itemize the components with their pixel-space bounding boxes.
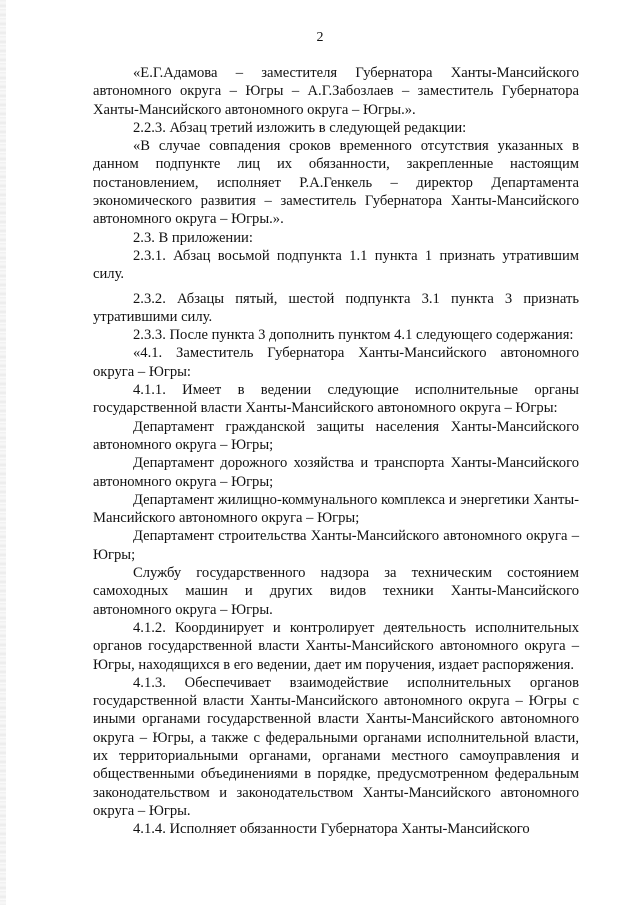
paragraph-2-3-2: 2.3.2. Абзацы пятый, шестой подпункта 3.1 пункта 3 признать утратившими силу. [93,290,579,325]
list-item-civil-defense: Департамент гражданской защиты населения Ханты-Мансийского автономного округа – Югры; [93,418,579,453]
document-body [93,64,579,838]
paragraph-2-3: 2.3. В приложении: [133,229,253,246]
paragraph-4-1-2: 4.1.2. Координирует и контролирует деятельность исполнительных органов государственной власти Ханты-Мансийского автономного округа – Югры, находящихся в его ведении, дает им поручения, издает распоряжения. [93,619,579,673]
list-item-construction: Департамент строительства Ханты-Мансийского автономного округа – Югры; [93,528,579,563]
page-number: 2 [316,30,324,45]
paragraph-2-2-3: 2.2.3. Абзац третий изложить в следующей редакции: [133,119,467,136]
scan-edge [0,0,6,905]
paragraph-4-1-1: 4.1.1. Имеет в ведении следующие исполнительные органы государственной власти Ханты-Мансийского автономного округа – Югры: [93,382,579,417]
paragraph-4-1: «4.1. Заместитель Губернатора Ханты-Мансийского автономного округа – Югры: [93,345,579,380]
list-item-machinery-supervision: Службу государственного надзора за техническим состоянием самоходных машин и других видов техники Ханты-Мансийского автономного округа – Югры. [93,565,579,618]
paragraph-2-3-3: 2.3.3. После пункта 3 дополнить пунктом 4.1 следующего содержания: [133,327,574,344]
paragraph-adamova: «Е.Г.Адамова – заместителя Губернатора Ханты-Мансийского автономного округа – Югры – А.Г.Забозлаев – заместитель Губернатора Ханты-Мансийского автономного округа – Югры.». [93,65,579,118]
paragraph-2-3-1: 2.3.1. Абзац восьмой подпункта 1.1 пункта 1 признать утратившим силу. [93,247,579,283]
paragraph-4-1-4: 4.1.4. Исполняет обязанности Губернатора Ханты-Мансийского [133,821,530,838]
list-item-roads-transport: Департамент дорожного хозяйства и транспорта Ханты-Мансийского автономного округа – Югры; [93,455,579,490]
paragraph-absence-quote: «В случае совпадения сроков временного отсутствия указанных в данном подпункте лиц их обязанности, закрепленные настоящим постановлением, исполняет Р.А.Генкель – директор Департамента экономического развития – заместитель Губернатора Ханты-Мансийского автономного округа – Югры.». [93,138,579,228]
paragraph-4-1-3: 4.1.3. Обеспечивает взаимодействие исполнительных органов государственной власти Ханты-Мансийского автономного округа – Югры с иными органами государственной власти Ханты-Мансийского автономного округа – Югры, а также с федеральными органами исполнительной власти, их территориальными органами, органами местного самоуправления и общественными объединениями в порядке, предусмотренном федеральным законодательством и законодательством Ханты-Мансийского автономного округа – Югры. [93,674,579,819]
list-item-housing-energy: Департамент жилищно-коммунального комплекса и энергетики Ханты-Мансийского автономного округа – Югры; [93,491,579,527]
